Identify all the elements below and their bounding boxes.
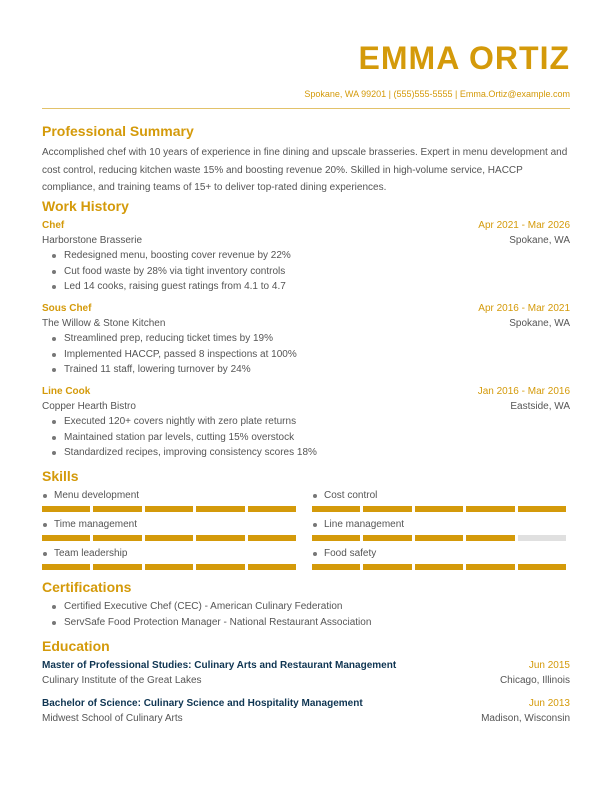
skill-level-filled xyxy=(312,506,360,512)
education-date: Jun 2013 xyxy=(528,698,570,709)
skill-level-filled xyxy=(312,535,360,541)
skill-level-filled xyxy=(363,564,411,570)
skill-level-filled xyxy=(466,535,514,541)
skill-rating-bar xyxy=(312,506,566,512)
skill-level-filled xyxy=(93,564,141,570)
skill-level-filled xyxy=(518,506,566,512)
education-school xyxy=(42,674,570,688)
skill-item xyxy=(42,489,296,515)
skill-label: Food safety xyxy=(312,547,376,561)
skill-level-filled xyxy=(42,535,90,541)
degree-name: Master of Professional Studies xyxy=(42,660,189,671)
education-degree xyxy=(42,659,396,673)
candidate-name: EMMA ORTIZ xyxy=(358,40,570,76)
skill-level-filled xyxy=(415,506,463,512)
skills-heading: Skills xyxy=(42,468,79,484)
skill-level-filled xyxy=(196,564,244,570)
job-bullets xyxy=(52,414,572,461)
certifications-heading: Certifications xyxy=(42,579,132,595)
skill-item xyxy=(312,547,566,573)
skill-level-filled xyxy=(42,506,90,512)
skill-level-empty xyxy=(518,535,566,541)
job-header xyxy=(42,385,570,399)
job-company: Copper Hearth Bistro xyxy=(42,401,136,412)
skill-label: Cost control xyxy=(312,489,377,503)
skill-rating-bar xyxy=(312,564,566,570)
list-item: ServSafe Food Protection Manager - National Restaurant Association xyxy=(52,615,572,631)
skill-level-filled xyxy=(312,564,360,570)
education-date: Jun 2015 xyxy=(528,660,570,671)
degree-name: Bachelor of Science xyxy=(42,698,138,709)
skill-rating-bar xyxy=(42,564,296,570)
certifications-list xyxy=(52,599,572,630)
skill-level-filled xyxy=(363,535,411,541)
job-title: Line Cook xyxy=(42,386,91,397)
school-location: Madison, Wisconsin xyxy=(481,713,570,724)
school-name: Midwest School of Culinary Arts xyxy=(42,713,183,724)
list-item: Cut food waste by 28% via tight inventory controls xyxy=(52,264,572,280)
list-item: Executed 120+ covers nightly with zero plate returns xyxy=(52,414,572,430)
skill-level-filled xyxy=(145,535,193,541)
education-heading: Education xyxy=(42,638,110,654)
skill-level-filled xyxy=(248,535,296,541)
education-header xyxy=(42,659,570,673)
skill-label: Time management xyxy=(42,518,137,532)
skill-level-filled xyxy=(145,564,193,570)
school-location: Chicago, Illinois xyxy=(499,675,570,686)
job-company: The Willow & Stone Kitchen xyxy=(42,318,166,329)
skill-item xyxy=(42,518,296,544)
skill-level-filled xyxy=(196,535,244,541)
list-item: Redesigned menu, boosting cover revenue by 22% xyxy=(52,248,572,264)
job-dates: Apr 2021 - Mar 2026 xyxy=(478,220,570,231)
skill-level-filled xyxy=(145,506,193,512)
list-item: Streamlined prep, reducing ticket times by 19% xyxy=(52,331,572,347)
skill-level-filled xyxy=(466,506,514,512)
skill-level-filled xyxy=(415,564,463,570)
degree-field: Culinary Arts and Restaurant Management xyxy=(194,660,397,671)
skill-level-filled xyxy=(415,535,463,541)
skill-label: Line management xyxy=(312,518,404,532)
job-header xyxy=(42,302,570,316)
job-company: Harborstone Brasserie xyxy=(42,235,143,246)
list-item: Implemented HACCP, passed 8 inspections at 100% xyxy=(52,347,572,363)
job-employer xyxy=(42,317,570,331)
summary-heading: Professional Summary xyxy=(42,123,194,139)
list-item: Standardized recipes, improving consistency scores 18% xyxy=(52,445,572,461)
skill-level-filled xyxy=(93,535,141,541)
summary-text: Accomplished chef with 10 years of experience in fine dining and upscale brasseries. Expert in menu development and cost control, reducing kitchen waste 15% and boosting revenue 20%. Skilled in high-volume service, HACCP compliance, and training teams of 15+ to deliver top-rated dining experiences. xyxy=(42,147,568,193)
skill-label: Menu development xyxy=(42,489,139,503)
job-title: Chef xyxy=(42,220,65,231)
list-item: Led 14 cooks, raising guest ratings from 4.1 to 4.7 xyxy=(52,279,572,295)
list-item: Maintained station par levels, cutting 15% overstock xyxy=(52,430,572,446)
skill-item xyxy=(42,547,296,573)
skill-level-filled xyxy=(363,506,411,512)
degree-separator: : xyxy=(188,660,195,671)
job-location: Spokane, WA xyxy=(509,235,570,246)
job-dates: Apr 2016 - Mar 2021 xyxy=(478,303,570,314)
job-dates: Jan 2016 - Mar 2016 xyxy=(477,386,570,397)
education-header xyxy=(42,697,570,711)
job-employer xyxy=(42,400,570,414)
skill-level-filled xyxy=(248,564,296,570)
skill-level-filled xyxy=(518,564,566,570)
skill-level-filled xyxy=(93,506,141,512)
work-history-heading: Work History xyxy=(42,198,129,214)
skill-rating-bar xyxy=(312,535,566,541)
skill-label: Team leadership xyxy=(42,547,127,561)
skill-rating-bar xyxy=(42,506,296,512)
list-item: Certified Executive Chef (CEC) - American Culinary Federation xyxy=(52,599,572,615)
job-employer xyxy=(42,234,570,248)
school-name: Culinary Institute of the Great Lakes xyxy=(42,675,202,686)
skill-level-filled xyxy=(248,506,296,512)
job-title: Sous Chef xyxy=(42,303,92,314)
header-divider xyxy=(42,108,570,109)
degree-separator: : xyxy=(137,698,144,709)
job-location: Eastside, WA xyxy=(510,401,570,412)
education-school xyxy=(42,712,570,726)
degree-field: Culinary Science and Hospitality Management xyxy=(143,698,363,709)
skill-item xyxy=(312,518,566,544)
job-header xyxy=(42,219,570,233)
skill-level-filled xyxy=(466,564,514,570)
job-location: Spokane, WA xyxy=(509,318,570,329)
skill-item xyxy=(312,489,566,515)
list-item: Trained 11 staff, lowering turnover by 24% xyxy=(52,362,572,378)
contact-line: Spokane, WA 99201 | (555)555-5555 | Emma.Ortiz@example.com xyxy=(304,89,570,99)
skill-rating-bar xyxy=(42,535,296,541)
job-bullets xyxy=(52,331,572,378)
education-degree xyxy=(42,697,363,711)
skill-level-filled xyxy=(196,506,244,512)
skill-level-filled xyxy=(42,564,90,570)
job-bullets xyxy=(52,248,572,295)
